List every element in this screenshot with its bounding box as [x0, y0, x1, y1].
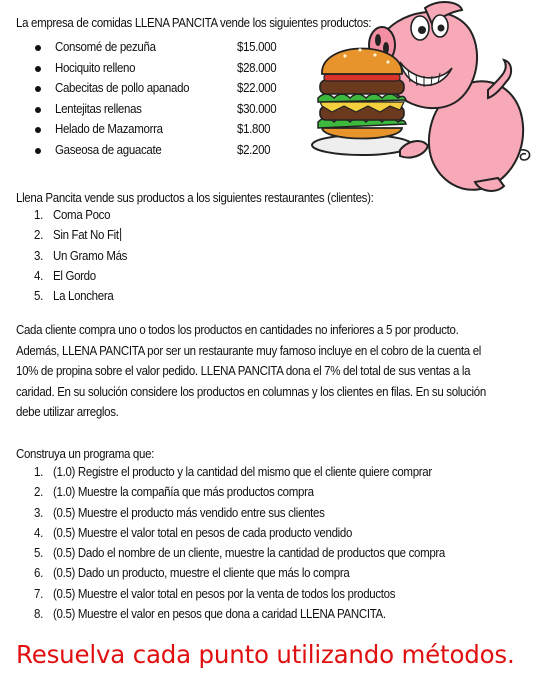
item-number: 3.: [34, 248, 43, 263]
bullet-icon: [35, 66, 41, 72]
item-number: 8.: [34, 607, 43, 622]
item-number: 4.: [34, 525, 43, 540]
restaurant-name: El Gordo: [53, 268, 96, 283]
list-item: [0, 81, 300, 102]
item-number: 2.: [34, 228, 43, 243]
item-number: 5.: [34, 289, 43, 304]
restaurant-name: Coma Poco: [53, 208, 111, 222]
intro-text: La empresa de comidas LLENA PANCITA vende los siguientes productos:: [16, 16, 372, 30]
product-price: $15.000: [237, 40, 277, 54]
product-name: Hociquito relleno: [55, 60, 136, 75]
list-item: [0, 40, 300, 61]
item-number: 6.: [34, 566, 43, 581]
task-text: (0.5) Muestre el valor total en pesos por la venta de todos los productos: [53, 586, 396, 601]
item-number: 1.: [34, 465, 43, 479]
restaurants-intro: Llena Pancita vende sus productos a los siguientes restaurantes (clientes):: [16, 191, 374, 205]
product-list: [0, 40, 300, 164]
product-price: $22.000: [237, 81, 277, 96]
task-text: (0.5) Muestre el producto más vendido entre sus clientes: [53, 505, 325, 520]
task-text: (0.5) Muestre el valor en pesos que dona a caridad LLENA PANCITA.: [53, 607, 386, 622]
item-number: 5.: [34, 546, 43, 561]
bullet-icon: [35, 86, 41, 92]
list-item: [0, 102, 300, 123]
product-name: Gaseosa de aguacate: [55, 142, 162, 157]
product-name: Lentejitas rellenas: [55, 101, 142, 116]
product-price: $30.000: [237, 101, 277, 116]
paragraph-line: Cada cliente compra uno o todos los productos en cantidades no inferiores a 5 por producto.: [16, 323, 459, 337]
product-price: $28.000: [237, 60, 277, 75]
item-number: 3.: [34, 505, 43, 520]
product-name: Cabecitas de pollo apanado: [55, 81, 190, 96]
product-price: $1.800: [237, 122, 271, 137]
task-text: (0.5) Dado un producto, muestre el cliente que más lo compra: [53, 566, 350, 581]
bullet-icon: [35, 148, 41, 154]
product-price: $2.200: [237, 142, 271, 157]
task-text: (1.0) Muestre la compañía que más productos compra: [53, 485, 314, 500]
item-number: 2.: [34, 485, 43, 500]
task-text: (0.5) Muestre el valor total en pesos de cada producto vendido: [53, 525, 353, 540]
task-text: (1.0) Registre el producto y la cantidad del mismo que el cliente quiere comprar: [53, 465, 432, 479]
restaurant-name: La Lonchera: [53, 289, 114, 304]
bullet-icon: [35, 107, 41, 113]
footer-instruction: Resuelva cada punto utilizando métodos.: [16, 640, 515, 669]
product-name: Helado de Mazamorra: [55, 122, 163, 137]
list-item: [0, 143, 300, 164]
text-cursor: [120, 228, 121, 241]
pig-with-hamburger-icon: [300, 0, 535, 200]
list-item: [0, 122, 300, 143]
item-number: 4.: [34, 268, 43, 283]
paragraph-line: 10% de propina sobre el valor pedido. LLENA PANCITA dona el 7% del total de sus ventas a la: [16, 364, 471, 378]
task-text: (0.5) Dado el nombre de un cliente, muestre la cantidad de productos que compra: [53, 546, 446, 561]
restaurant-name: Un Gramo Más: [53, 248, 128, 263]
restaurant-name: Sin Fat No Fit: [53, 228, 119, 243]
product-name: Consomé de pezuña: [55, 40, 156, 54]
description-paragraph: [16, 320, 535, 423]
paragraph-line: Además, LLENA PANCITA por ser un restaurante muy famoso incluye en el cobro de la cuenta el: [16, 343, 482, 358]
paragraph-line: caridad. En su solución considere los productos en columnas y los clientes en filas. En su solución: [16, 384, 486, 399]
bullet-icon: [35, 45, 41, 51]
paragraph-line: debe utilizar arreglos.: [16, 405, 119, 419]
bullet-icon: [35, 127, 41, 133]
restaurant-name-with-cursor: [53, 228, 121, 242]
item-number: 1.: [34, 208, 43, 222]
list-item: [0, 61, 300, 82]
construct-label: Construya un programa que:: [16, 447, 155, 461]
item-number: 7.: [34, 586, 43, 601]
